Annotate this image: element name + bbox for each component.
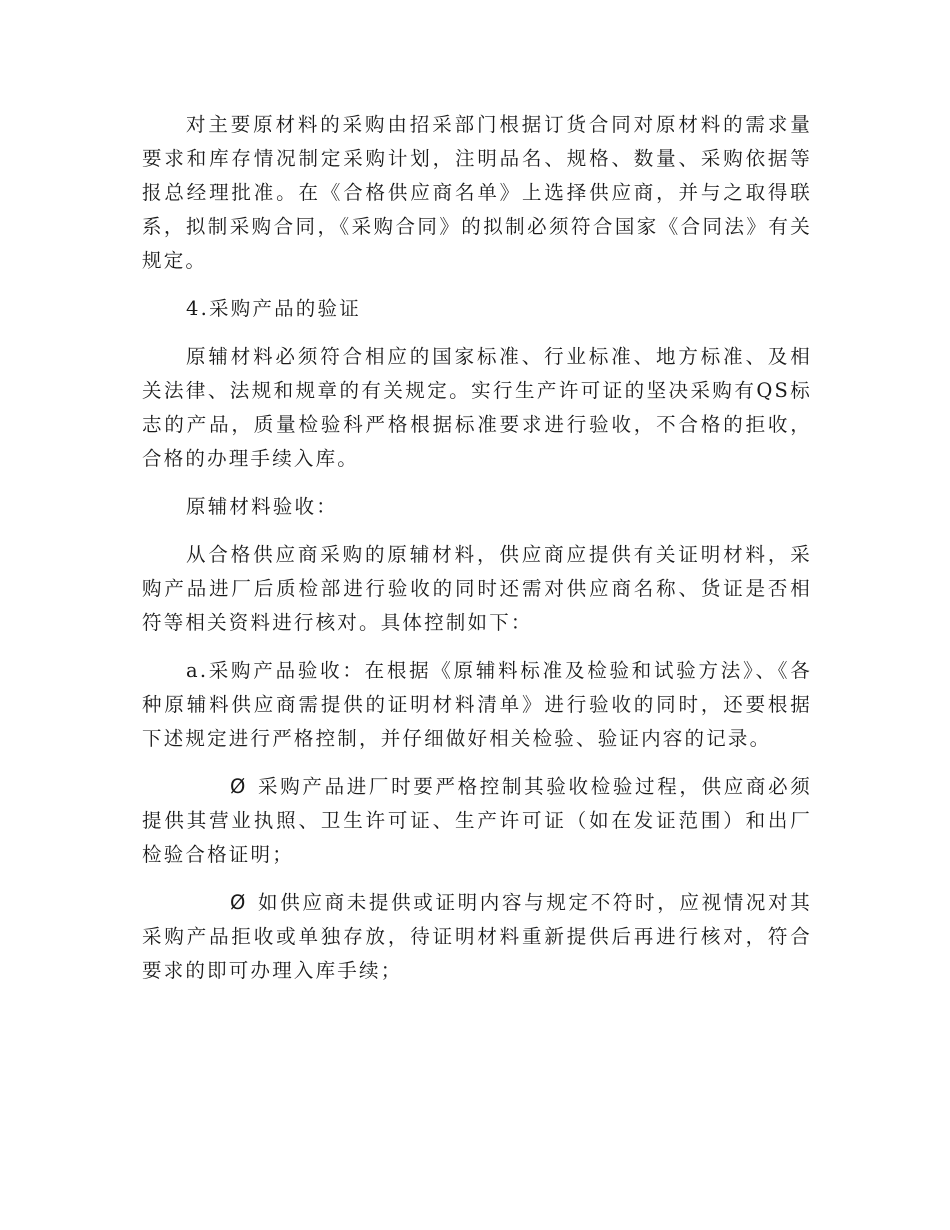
bullet-item-inspection-control [142,770,812,872]
bullet-text: 如供应商未提供或证明内容与规定不符时，应视情况对其采购产品拒收或单独存放，待证明材料重新提供后再进行核对，符合要求的即可办理入库手续； [142,891,812,982]
document-body [142,108,812,1002]
paragraph-supplier-documents: 从合格供应商采购的原辅材料，供应商应提供有关证明材料，采购产品进厂后质检部进行验收的同时还需对供应商名称、货证是否相符等相关资料进行核对。具体控制如下： [142,543,812,634]
paragraph-acceptance-item-a: a.采购产品验收：在根据《原辅料标准及检验和试验方法》、《各种原辅料供应商需提供的证明材料清单》进行验收的同时，还要根据下述规定进行严格控制，并仔细做好相关检验、验证内容的记录。 [142,659,812,750]
bullet-text: 采购产品进厂时要严格控制其验收检验过程，供应商必须提供其营业执照、卫生许可证、生产许可证（如在发证范围）和出厂检验合格证明； [142,775,812,866]
paragraph-material-acceptance-label: 原辅材料验收： [186,495,338,518]
paragraph-material-standards: 原辅材料必须符合相应的国家标准、行业标准、地方标准、及相关法律、法规和规章的有关规定。实行生产许可证的坚决采购有QS标志的产品，质量检验科严格根据标准要求进行验收，不合格的拒收，合格的办理手续入库。 [142,345,812,470]
section-heading-product-verification: 4.采购产品的验证 [186,297,361,320]
bullet-marker: Ø [230,775,248,798]
bullet-item-noncompliance-handling [142,886,812,988]
paragraph-procurement-plan: 对主要原材料的采购由招采部门根据订货合同对原材料的需求量要求和库存情况制定采购计划，注明品名、规格、数量、采购依据等报总经理批准。在《合格供应商名单》上选择供应商，并与之取得联系，拟制采购合同，《采购合同》的拟制必须符合国家《合同法》有关规定。 [142,113,812,272]
bullet-marker: Ø [230,891,248,914]
